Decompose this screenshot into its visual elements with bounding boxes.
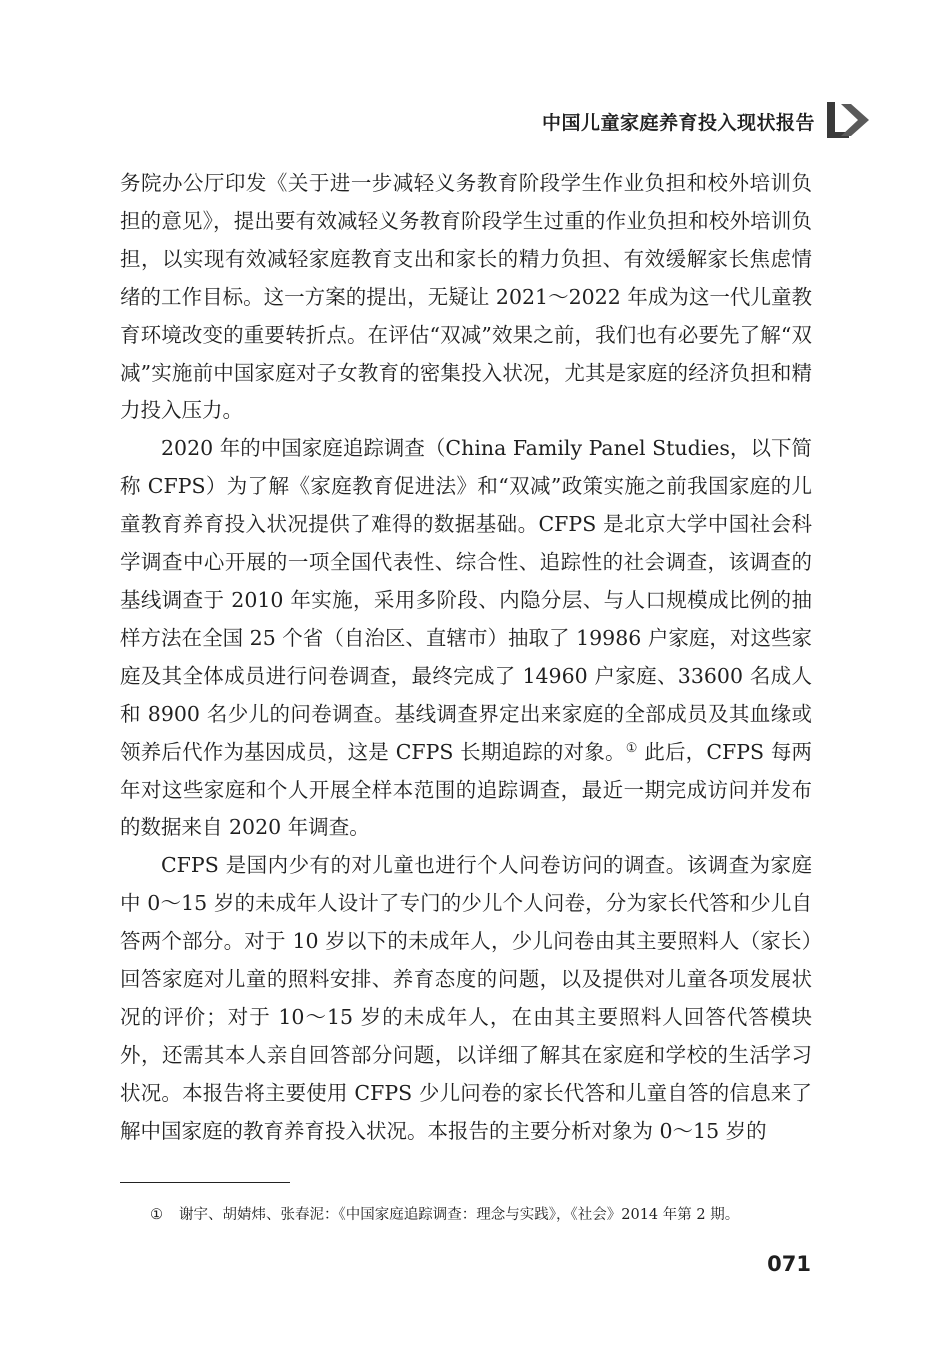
footnote-marker: ①	[150, 1207, 163, 1223]
paragraph-text: 此后，CFPS 每两年对这些家庭和个人开展全样本范围的追踪调查，最近一期完成访问并发布的数据来自 2020 年调查。	[120, 739, 813, 840]
paragraph	[120, 430, 812, 847]
footnote-reference[interactable]: ①	[625, 740, 638, 756]
paragraph-text: 2020 年的中国家庭追踪调查（China Family Panel Studies，以下简称 CFPS）为了解《家庭教育促进法》和“双减”政策实施之前我国家庭的儿童教育养育投入状况提供了难得的数据基础。CFPS 是北京大学中国社会科学调查中心开展的一项全国代表性、综合性、追踪性的社会调查，该调查的基线调查于 2010 年实施，采用多阶段、内隐分层、与人口规模成比例的抽样方法在全国 25 个省（自治区、直辖市）抽取了 19986 户家庭，对这些家庭及其全体成员进行问卷调查，最终完成了 14960 户家庭、33600 名成人和 8900 名少儿的问卷调查。基线调查界定出来家庭的全部成员及其血缘或领养后代作为基因成员，这是 CFPS 长期追踪的对象。	[120, 436, 812, 764]
chevron-mark-icon	[825, 100, 871, 140]
page-number: 071	[767, 1252, 811, 1276]
body-text	[120, 165, 812, 1151]
paragraph: 务院办公厅印发《关于进一步减轻义务教育阶段学生作业负担和校外培训负担的意见》，提出要有效减轻义务教育阶段学生过重的作业负担和校外培训负担，以实现有效减轻家庭教育支出和家长的精力负担、有效缓解家长焦虑情绪的工作目标。这一方案的提出，无疑让 2021～2022 年成为这一代儿童教育环境改变的重要转折点。在评估“双减”效果之前，我们也有必要先了解“双减”实施前中国家庭对子女教育的密集投入状况，尤其是家庭的经济负担和精力投入压力。	[120, 171, 812, 423]
running-header	[542, 108, 815, 135]
footnote-divider	[120, 1182, 290, 1183]
footnote-text: 谢宇、胡婧炜、张春泥：《中国家庭追踪调查：理念与实践》，《社会》2014 年第 2 期。	[179, 1207, 740, 1223]
running-title: 中国儿童家庭养育投入现状报告	[541, 112, 815, 134]
footnote	[150, 1204, 812, 1226]
paragraph: CFPS 是国内少有的对儿童也进行个人问卷访问的调查。该调查为家庭中 0～15 岁的未成年人设计了专门的少儿个人问卷，分为家长代答和少儿自答两个部分。对于 10 岁以下的未成年人，少儿问卷由其主要照料人（家长）回答家庭对儿童的照料安排、养育态度的问题，以及提供对儿童各项发展状况的评价；对于 10～15 岁的未成年人，在由其主要照料人回答代答模块外，还需其本人亲自回答部分问题，以详细了解其在家庭和学校的生活学习状况。本报告将主要使用 CFPS 少儿问卷的家长代答和儿童自答的信息来了解中国家庭的教育养育投入状况。本报告的主要分析对象为 0～15 岁的	[120, 853, 812, 1143]
